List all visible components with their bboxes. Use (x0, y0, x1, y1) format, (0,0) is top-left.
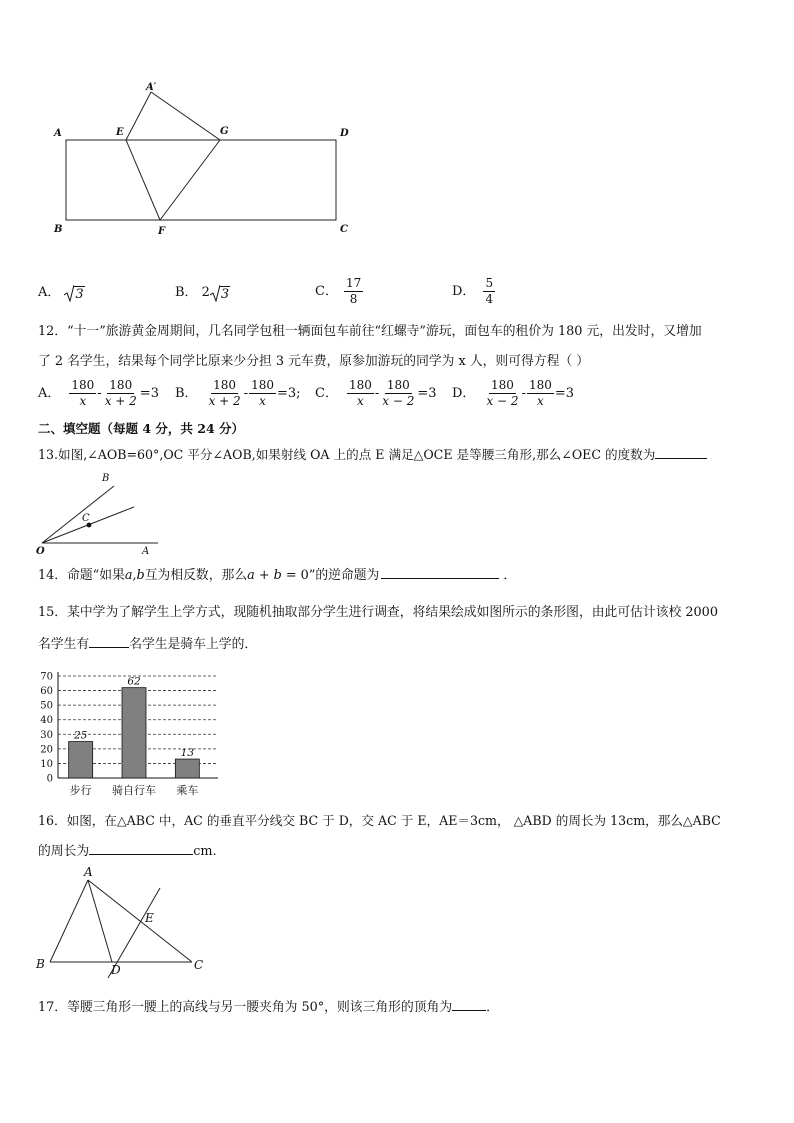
category-label: 步行 (69, 784, 92, 797)
y-tick-label: 30 (40, 729, 53, 741)
label-g: G (220, 126, 229, 137)
label-a: A (84, 866, 93, 879)
q12-option-b[interactable]: B． $\frac{180}{x + 2}$ - $\frac{180}{x}$ =3; (175, 378, 301, 408)
label-a: A (54, 128, 62, 139)
q11-option-b[interactable]: B． 2 3 (175, 285, 230, 302)
category-label: 骑自行车 (112, 784, 156, 797)
label-f: F (158, 226, 166, 237)
bar (175, 759, 199, 778)
q12-options (38, 376, 598, 416)
q11-option-d[interactable]: D． $\frac{5}{4}$ (452, 276, 494, 306)
data-label: 13 (180, 747, 195, 760)
label-o: O (36, 546, 45, 557)
radical-sign-icon (210, 284, 220, 302)
q14-text: 14．命题“如果a,b互为相反数，那么a + b = 0”的逆命题为 ． (38, 568, 517, 583)
q12-option-c[interactable]: C． $\frac{180}{x}$ - $\frac{180}{x - 2}$ =3 (315, 378, 437, 408)
bar-chart (30, 666, 230, 800)
answer-blank[interactable] (89, 647, 129, 648)
side-ac (88, 880, 192, 962)
data-label: 62 (127, 675, 141, 688)
y-tick-label: 10 (40, 758, 53, 770)
q13-text: 13.如图,∠AOB=60°,OC 平分∠AOB,如果射线 OA 上的点 E 满足△OCE 是等腰三角形,那么∠OEC 的度数为 (38, 446, 707, 464)
segment-ea-prime (126, 92, 151, 140)
label-d: D (111, 963, 121, 977)
fraction: $\frac{180}{x - 2}$ (486, 378, 519, 408)
bar (122, 688, 146, 778)
q12-option-d[interactable]: D． $\frac{180}{x - 2}$ - $\frac{180}{x}$ =3 (452, 378, 575, 408)
answer-blank[interactable] (452, 1010, 486, 1011)
ray-ob (42, 486, 114, 543)
y-tick-label: 20 (40, 744, 53, 756)
fold-rectangle-figure (50, 80, 360, 240)
angle-figure (34, 468, 164, 558)
label-c: C (82, 513, 90, 524)
q17-text: 17．等腰三角形一腰上的高线与另一腰夹角为 50°，则该三角形的顶角为 ． (38, 1000, 499, 1015)
triangle-figure (34, 866, 214, 982)
label-b: B (54, 224, 63, 235)
fraction: $\frac{180}{x}$ (251, 378, 274, 408)
sqrt-3: 3 (210, 284, 230, 302)
label-e: E (145, 911, 154, 925)
q15-line2: 名学生有 名学生是骑车上学的． (38, 637, 258, 652)
label-c: C (194, 958, 204, 972)
label-b: B (102, 473, 110, 484)
fraction-17-8: $\frac{17}{8}$ (345, 276, 362, 306)
sqrt-3: 3 (64, 284, 84, 302)
fraction: $\frac{180}{x}$ (348, 378, 372, 408)
section-title: 二、填空题（每题 4 分，共 24 分） (38, 421, 245, 436)
label-a-prime: A′ (146, 82, 157, 93)
q12-option-a[interactable]: A． $\frac{180}{x}$ - $\frac{180}{x + 2}$ =3 (38, 378, 159, 408)
y-tick-label: 0 (46, 773, 53, 785)
fraction: $\frac{180}{x + 2}$ (208, 378, 241, 408)
label-b: B (36, 957, 45, 971)
segment-ef (126, 140, 160, 220)
bar (69, 742, 93, 778)
fraction: $\frac{180}{x}$ (528, 378, 552, 408)
q11-option-a[interactable]: A． 3 (38, 285, 84, 302)
fraction: $\frac{180}{x - 2}$ (382, 378, 415, 408)
category-label: 乘车 (176, 784, 199, 797)
y-tick-label: 70 (40, 671, 53, 683)
answer-blank[interactable] (89, 854, 193, 855)
segment-gf (160, 140, 220, 220)
q15-line1: 15．某中学为了解学生上学方式，现随机抽取部分学生进行调查，将结果绘成如图所示的条形图，由此可估计该校 2000 (38, 605, 718, 620)
q16-line1: 16．如图，在△ABC 中，AC 的垂直平分线交 BC 于 D，交 AC 于 E，AE＝3cm， △ABD 的周长为 13cm，那么△ABC (38, 813, 721, 828)
y-tick-label: 40 (40, 715, 53, 727)
fraction: $\frac{180}{x + 2}$ (104, 378, 137, 408)
y-tick-label: 60 (40, 686, 53, 698)
fraction-5-4: $\frac{5}{4}$ (485, 276, 494, 306)
y-tick-label: 50 (40, 700, 53, 712)
radical-sign-icon (64, 284, 74, 302)
q12-line2: 了 2 名学生，结果每个同学比原来少分担 3 元车费，原参加游玩的同学为 x 人，则可得方程（ ） (38, 354, 590, 369)
segment-ad (88, 880, 112, 962)
q11-option-c[interactable]: C． $\frac{17}{8}$ (315, 276, 362, 306)
q12-line1: 12．“十一”旅游黄金周期间，几名同学包租一辆面包车前往“红螺寺”游玩，面包车的租价为 180 元，出发时，又增加 (38, 324, 702, 339)
q11-options (38, 276, 558, 310)
side-ab (50, 880, 88, 962)
fraction: $\frac{180}{x}$ (71, 378, 95, 408)
answer-blank[interactable] (381, 578, 499, 579)
q16-line2: 的周长为 cm. (38, 844, 217, 859)
label-a: A (142, 546, 150, 557)
label-d: D (340, 128, 349, 139)
segment-a-prime-g (151, 92, 220, 140)
label-c: C (340, 224, 348, 235)
data-label: 25 (73, 729, 88, 742)
rectangle-abcd (66, 140, 336, 220)
label-e: E (116, 127, 124, 138)
answer-blank[interactable] (655, 458, 707, 459)
